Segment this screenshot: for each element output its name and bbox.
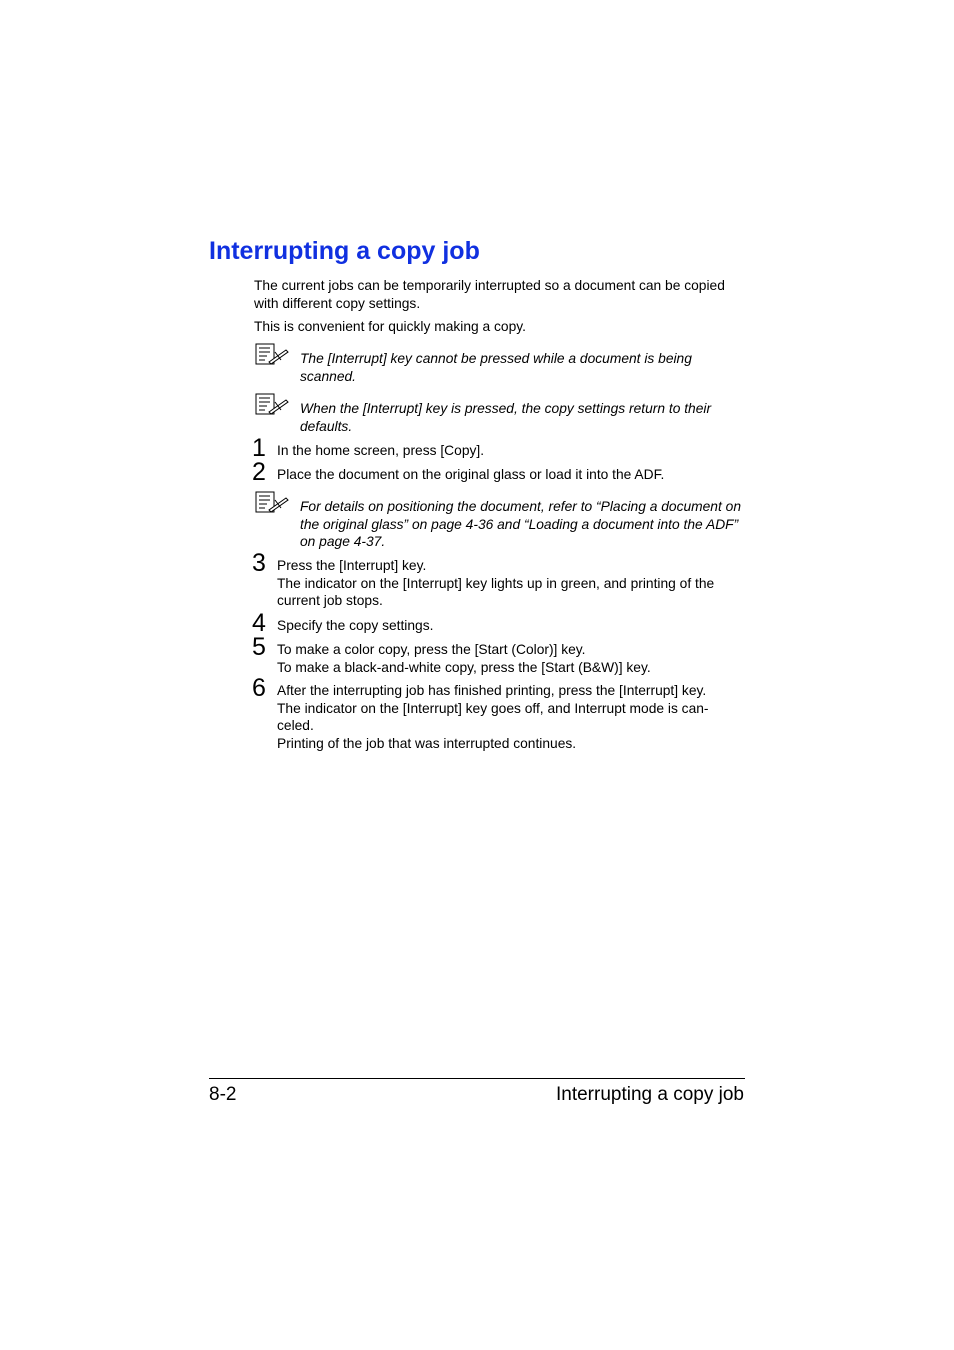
note-text-2: When the [Interrupt] key is pressed, the copy settings return to their defaults. bbox=[300, 401, 712, 434]
footer-section-title: Interrupting a copy job bbox=[555, 1084, 744, 1105]
note-pencil-icon bbox=[255, 343, 289, 365]
step-5-line-1: To make a color copy, press the [Start (Color)] key. bbox=[277, 642, 586, 657]
footer-divider bbox=[209, 1078, 745, 1079]
step-6-line-3: Printing of the job that was interrupted continues. bbox=[277, 735, 577, 751]
step-text-2 bbox=[277, 466, 747, 484]
note-text-3: For details on positioning the document, refer to “Placing a document on the original glass” on page 4-36 and “Loading a document into the ADF” on page 4-37. bbox=[300, 499, 741, 549]
note-text-1: The [Interrupt] key cannot be pressed while a document is being scanned. bbox=[300, 351, 692, 384]
step-number-4: 4 bbox=[252, 609, 266, 637]
step-3-line-2: The indicator on the [Interrupt] key lights up in green, and printing of the current job stops. bbox=[277, 575, 715, 608]
step-number-1: 1 bbox=[252, 434, 266, 462]
step-3-line-1: Press the [Interrupt] key. bbox=[277, 558, 427, 573]
step-number-6: 6 bbox=[252, 674, 266, 702]
step-2-line-1: Place the document on the original glass or load it into the ADF. bbox=[277, 467, 665, 482]
step-text-4 bbox=[277, 617, 747, 635]
note-pencil-icon bbox=[255, 491, 289, 513]
intro-paragraph-2: This is convenient for quickly making a copy. bbox=[254, 319, 526, 334]
step-5-line-2: To make a black-and-white copy, press the [Start (B&W)] key. bbox=[277, 659, 651, 675]
step-4-line-1: Specify the copy settings. bbox=[277, 618, 434, 633]
intro-paragraph-1: The current jobs can be temporarily interrupted so a document can be copied with different copy settings. bbox=[254, 278, 725, 311]
step-text-1 bbox=[277, 442, 747, 460]
step-number-3: 3 bbox=[252, 549, 266, 577]
step-text-6 bbox=[277, 682, 732, 752]
note-pencil-icon bbox=[255, 393, 289, 415]
step-text-5 bbox=[277, 641, 747, 676]
page-title: Interrupting a copy job bbox=[209, 237, 480, 265]
step-number-2: 2 bbox=[252, 458, 266, 486]
step-number-5: 5 bbox=[252, 633, 266, 661]
step-1-line-1: In the home screen, press [Copy]. bbox=[277, 443, 485, 458]
step-6-line-1: After the interrupting job has finished printing, press the [Interrupt] key. bbox=[277, 683, 707, 698]
step-text-3 bbox=[277, 557, 747, 610]
step-6-line-2: The indicator on the [Interrupt] key goes off, and Interrupt mode is can-celed. bbox=[277, 700, 709, 733]
footer-page-number: 8-2 bbox=[209, 1084, 237, 1105]
